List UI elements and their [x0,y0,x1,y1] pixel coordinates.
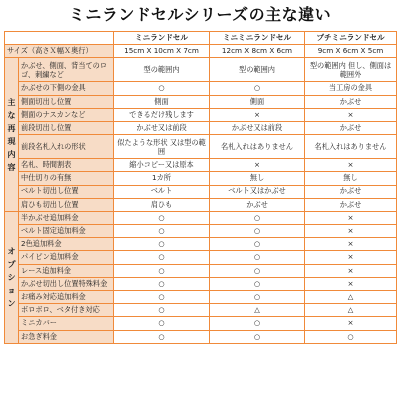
column-header-minimini: ミニミニランドセル [210,32,305,45]
option-row [5,251,397,264]
row-label: 2色追加料金 [19,238,114,251]
header-corner [5,32,114,45]
cell-value: かぶせ又は前段 [210,121,305,134]
cell-value: × [305,264,397,277]
cell-value: ベルト又はかぶせ [210,185,305,198]
cell-value: 縮小コピー又は原本 [114,159,210,172]
cell-value: △ [305,304,397,317]
category-char: プ [7,259,16,269]
cell-value: × [305,317,397,330]
cell-value: かぶせ [210,198,305,211]
cell-value: ○ [305,330,397,343]
category-char: な [7,110,16,120]
size-value: 15cm X 10cm X 7cm [114,45,210,58]
row-label: お急ぎ料金 [19,330,114,343]
cell-value: 型の範囲内 但し、側面は範囲外 [305,58,397,82]
cell-value: ベルト [114,185,210,198]
feature-row [5,159,397,172]
cell-value: ○ [210,277,305,290]
row-label: かぶせ切出し位置特殊料金 [19,277,114,290]
option-row [5,277,397,290]
size-row [5,45,397,58]
option-row [5,211,397,224]
feature-row [5,172,397,185]
feature-row [5,135,397,159]
cell-value: ○ [114,330,210,343]
cell-value: かぶせ [305,185,397,198]
cell-value: 側面 [210,95,305,108]
cell-value: × [210,108,305,121]
cell-value: ○ [114,251,210,264]
cell-value: 無し [305,172,397,185]
option-category-label [5,211,19,343]
feature-category-label [5,58,19,212]
cell-value: × [305,238,397,251]
cell-value: 型の範囲内 [210,58,305,82]
row-label: かぶせの下側の金具 [19,82,114,95]
size-value: 9cm X 6cm X 5cm [305,45,397,58]
feature-row [5,108,397,121]
cell-value: ○ [114,225,210,238]
header-row [5,32,397,45]
category-char: 再 [7,123,16,133]
category-char: シ [7,272,16,282]
cell-value: × [210,159,305,172]
feature-row [5,121,397,134]
cell-value: 1カ所 [114,172,210,185]
cell-value: ○ [114,238,210,251]
cell-value: ○ [114,211,210,224]
cell-value: かぶせ [305,95,397,108]
cell-value: 側面 [114,95,210,108]
cell-value: ○ [114,264,210,277]
cell-value: ○ [210,238,305,251]
category-char: ョ [7,285,16,295]
row-label: 半かぶせ追加料金 [19,211,114,224]
column-header-petit: プチミニランドセル [305,32,397,45]
category-char: 現 [7,136,16,146]
cell-value: ○ [210,251,305,264]
row-label: ベルト固定追加料金 [19,225,114,238]
cell-value: 当工房の金具 [305,82,397,95]
cell-value: ○ [210,82,305,95]
cell-value: × [305,277,397,290]
option-row [5,225,397,238]
row-label: ベルト切出し位置 [19,185,114,198]
category-char: オ [7,246,16,256]
row-label: 中仕切りの有無 [19,172,114,185]
row-label: ミニカバー [19,317,114,330]
category-char: ン [7,298,16,308]
cell-value: できるだけ残します [114,108,210,121]
cell-value: × [305,108,397,121]
cell-value: × [305,225,397,238]
option-row [5,330,397,343]
cell-value: ○ [114,317,210,330]
option-row [5,264,397,277]
size-value: 12cm X 8cm X 6cm [210,45,305,58]
cell-value: 型の範囲内 [114,58,210,82]
cell-value: ○ [210,211,305,224]
cell-value: 似たような形状 又は型の範囲 [114,135,210,159]
cell-value: 名札入れはありません [305,135,397,159]
feature-row [5,185,397,198]
cell-value: 無し [210,172,305,185]
option-row [5,291,397,304]
cell-value: ○ [210,317,305,330]
row-label: レース追加料金 [19,264,114,277]
row-label: 前段名札入れの形状 [19,135,114,159]
cell-value: かぶせ又は前段 [114,121,210,134]
cell-value: かぶせ [305,121,397,134]
option-row [5,317,397,330]
row-label: 前段切出し位置 [19,121,114,134]
cell-value: ○ [210,330,305,343]
cell-value: ○ [114,291,210,304]
cell-value: × [305,251,397,264]
row-label: 名札、時間割表 [19,159,114,172]
cell-value: ○ [210,264,305,277]
cell-value: × [305,211,397,224]
size-label: サイズ（高さＸ幅Ｘ奥行） [5,45,114,58]
cell-value: ○ [210,291,305,304]
cell-value: ○ [114,304,210,317]
category-char: 主 [7,97,16,107]
cell-value: △ [210,304,305,317]
feature-row [5,95,397,108]
cell-value: ○ [114,82,210,95]
cell-value: ○ [114,277,210,290]
row-label: お痛み対応追加料金 [19,291,114,304]
page-title: ミニランドセルシリーズの主な違い [68,5,332,24]
column-header-mini: ミニランドセル [114,32,210,45]
cell-value: × [305,159,397,172]
cell-value: △ [305,291,397,304]
row-label: パイピン追加料金 [19,251,114,264]
feature-row [5,198,397,211]
category-char: 容 [7,162,16,172]
row-label: 肩ひも切出し位置 [19,198,114,211]
option-row [5,238,397,251]
cell-value: 肩ひも [114,198,210,211]
cell-value: 名札入れはありません [210,135,305,159]
category-char: 内 [7,149,16,159]
row-label: 側面切出し位置 [19,95,114,108]
cell-value: ○ [210,225,305,238]
feature-row [5,82,397,95]
cell-value: かぶせ [305,198,397,211]
row-label: かぶせ、側面、背当てのロゴ、刺繍など [19,58,114,82]
row-label: ボロボロ、ベタ付き対応 [19,304,114,317]
option-row [5,304,397,317]
comparison-table [4,31,397,344]
feature-row [5,58,397,82]
row-label: 側面のナスカンなど [19,108,114,121]
